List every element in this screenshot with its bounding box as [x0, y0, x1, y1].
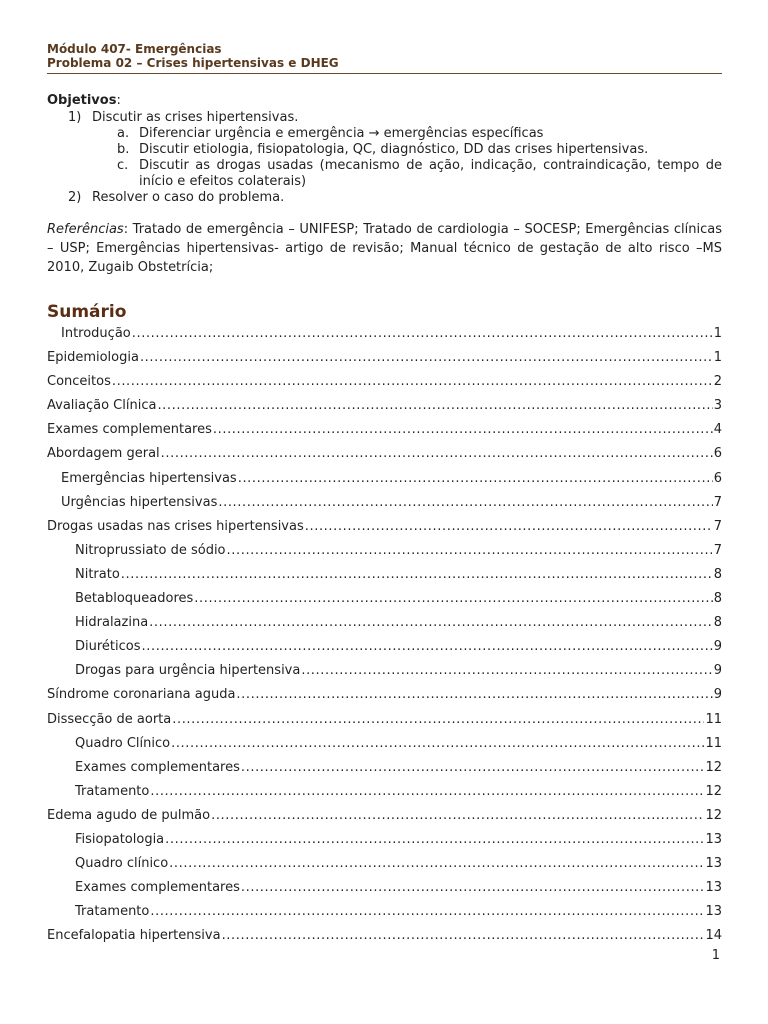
header-problem: Problema 02 – Crises hipertensivas e DHEG — [47, 56, 339, 70]
header-module: Módulo 407- Emergências — [47, 42, 222, 56]
toc-entry[interactable]: Tratamento ..... 12 — [47, 780, 722, 804]
toc-entry[interactable]: Exames complementares ..... 4 — [47, 418, 722, 442]
objective-item-2: 2) Resolver o caso do problema. — [68, 190, 285, 205]
objective-subitem-a: a. Diferenciar urgência e emergência → emergências específicas — [117, 126, 544, 141]
toc-entry[interactable]: Fisiopatologia ..... 13 — [47, 828, 722, 852]
toc-entry[interactable]: Nitrato ..... 8 — [47, 563, 722, 587]
toc-entry[interactable]: Quadro clínico ..... 13 — [47, 852, 722, 876]
toc-entry[interactable]: Conceitos ..... 2 — [47, 370, 722, 394]
objective-subitem-b: b. Discutir etiologia, fisiopatologia, QC, diagnóstico, DD das crises hipertensivas. — [117, 142, 649, 157]
objectives-heading: Objetivos: — [47, 93, 121, 108]
running-header — [47, 42, 722, 74]
objective-item-1: 1) Discutir as crises hipertensivas. — [68, 110, 299, 125]
toc-entry[interactable]: Drogas usadas nas crises hipertensivas ..... 7 — [47, 515, 722, 539]
references-text: : Tratado de emergência – UNIFESP; Tratado de cardiologia – SOCESP; Emergências clínicas – USP; Emergências hipertensivas- artigo de revisão; Manual técnico de gestação de alto risco –MS 2010, Zugaib Obstetrícia; — [47, 222, 722, 275]
toc-entry[interactable]: Exames complementares ..... 13 — [47, 876, 722, 900]
toc-entry[interactable]: Dissecção de aorta ..... 11 — [47, 708, 722, 732]
table-of-contents — [47, 322, 722, 948]
toc-entry[interactable]: Betabloqueadores ..... 8 — [47, 587, 722, 611]
references-paragraph — [47, 220, 722, 277]
objective-subitem-c: c. Discutir as drogas usadas (mecanismo de ação, indicação, contraindicação, tempo de início e efeitos colaterais) — [117, 158, 722, 189]
toc-entry[interactable]: Quadro Clínico ..... 11 — [47, 732, 722, 756]
toc-entry[interactable]: Emergências hipertensivas ..... 6 — [47, 467, 722, 491]
toc-entry[interactable]: Exames complementares ..... 12 — [47, 756, 722, 780]
toc-entry[interactable]: Nitroprussiato de sódio ..... 7 — [47, 539, 722, 563]
toc-entry[interactable]: Síndrome coronariana aguda ..... 9 — [47, 683, 722, 707]
toc-entry[interactable]: Urgências hipertensivas ..... 7 — [47, 491, 722, 515]
toc-entry[interactable]: Avaliação Clínica ..... 3 — [47, 394, 722, 418]
toc-entry[interactable]: Diuréticos ..... 9 — [47, 635, 722, 659]
toc-entry[interactable]: Encefalopatia hipertensiva ..... 14 — [47, 924, 722, 948]
toc-heading: Sumário — [47, 302, 127, 322]
toc-entry[interactable]: Tratamento ..... 13 — [47, 900, 722, 924]
toc-entry[interactable]: Edema agudo de pulmão ..... 12 — [47, 804, 722, 828]
references-label: Referências — [47, 222, 124, 237]
toc-entry[interactable]: Abordagem geral ..... 6 — [47, 442, 722, 466]
objectives-section — [47, 93, 722, 206]
toc-entry[interactable]: Hidralazina ..... 8 — [47, 611, 722, 635]
toc-entry[interactable]: Drogas para urgência hipertensiva ..... 9 — [47, 659, 722, 683]
toc-entry[interactable]: Epidemiologia ..... 1 — [47, 346, 722, 370]
toc-entry[interactable]: Introdução ..... 1 — [47, 322, 722, 346]
page-number: 1 — [711, 948, 720, 963]
